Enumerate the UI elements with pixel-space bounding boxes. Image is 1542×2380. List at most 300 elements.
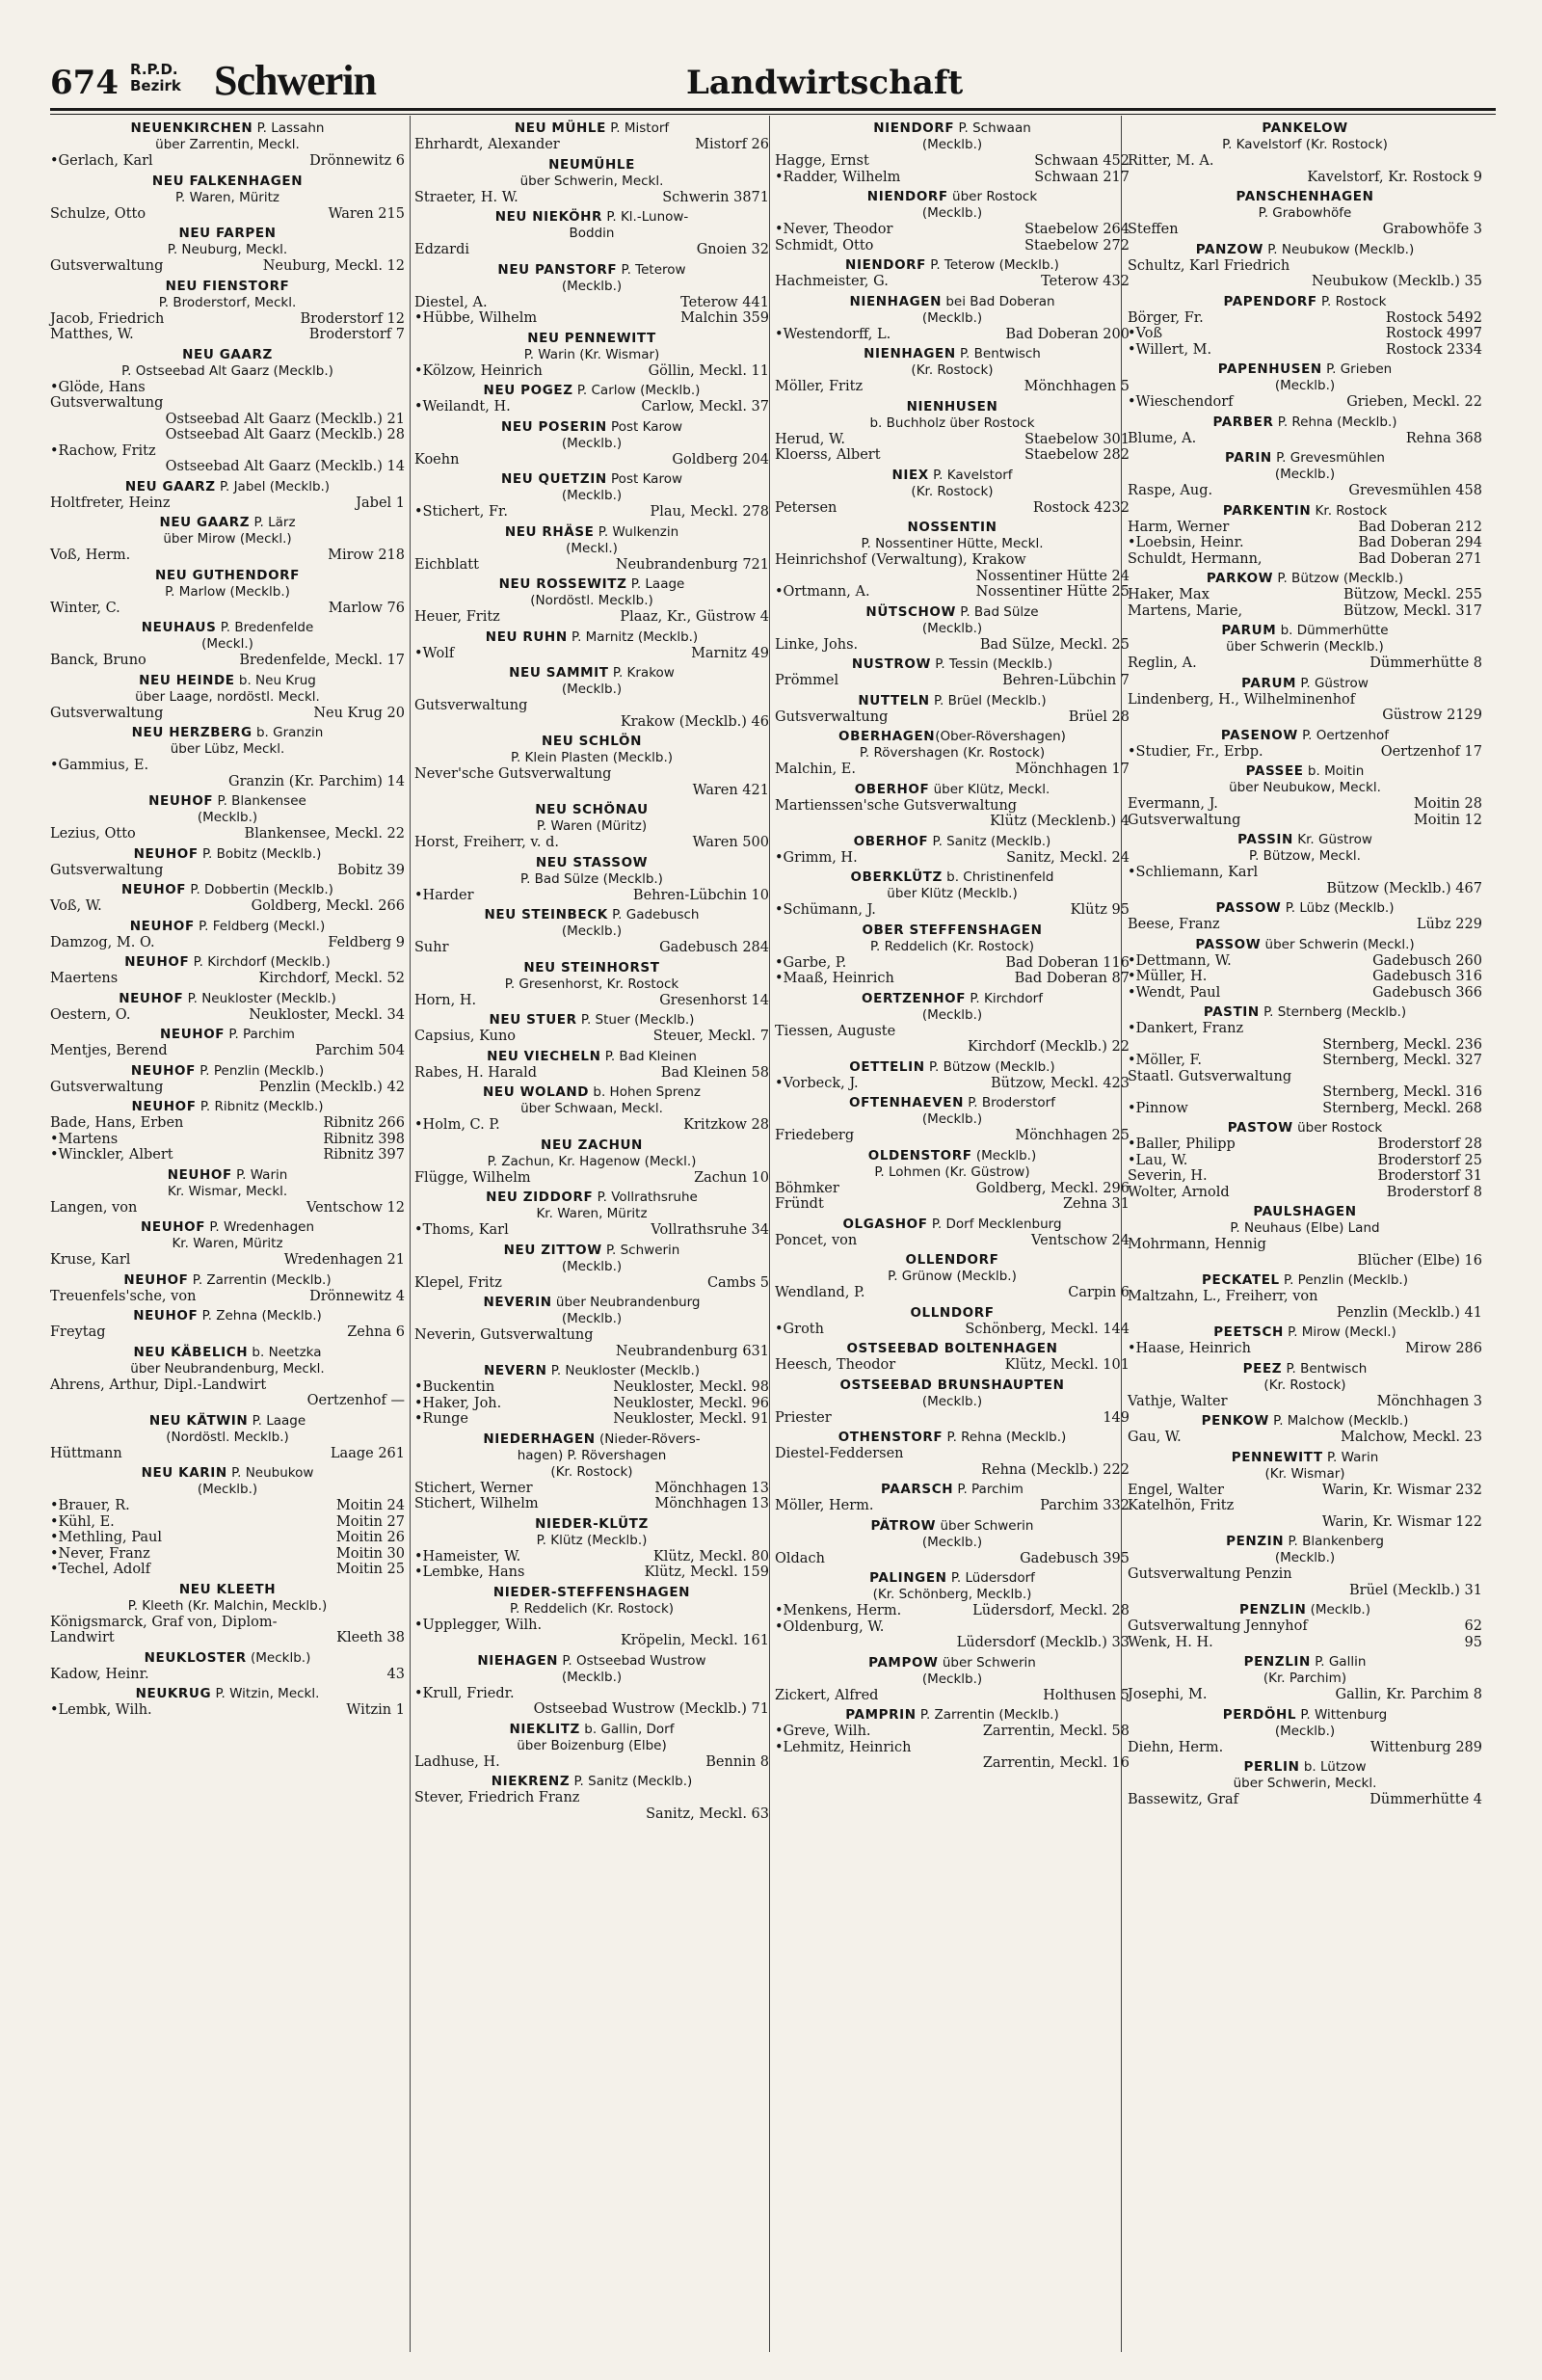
- entry-heading: [1128, 832, 1482, 865]
- resident-row: [775, 1024, 1130, 1040]
- resident-name: Diestel-Feddersen: [775, 1446, 904, 1461]
- postal-info: P. Zehna (Mecklb.): [198, 1308, 322, 1324]
- resident-row: [1128, 1483, 1482, 1499]
- place-name: NEU HEINDE: [139, 672, 235, 688]
- resident-name: •Dankert, Franz: [1128, 1021, 1244, 1036]
- resident-phone: Staebelow 264: [1024, 222, 1130, 237]
- resident-row: [775, 850, 1130, 867]
- postal-info: P. Blankensee (Mecklb.): [197, 793, 306, 825]
- entry-heading: [775, 1518, 1130, 1551]
- directory-entry: [1128, 1324, 1482, 1357]
- resident-row: [775, 1076, 1130, 1092]
- resident-row: [1128, 170, 1482, 186]
- place-name: NOSSENTIN: [907, 520, 997, 535]
- entry-heading: [775, 1430, 1130, 1446]
- resident-name: •Grimm, H.: [775, 849, 858, 866]
- place-name: NIENHAGEN: [864, 346, 956, 361]
- resident-phone: Lüdersdorf, Meckl. 28: [972, 1603, 1130, 1618]
- entry-heading: [50, 1219, 405, 1252]
- resident-row: [1128, 813, 1482, 829]
- resident-name: Malchin, E.: [775, 762, 856, 777]
- entry-heading: [414, 157, 769, 190]
- place-name: NEUHOF: [121, 882, 187, 897]
- resident-phone: 43: [386, 1666, 405, 1682]
- directory-entry: [775, 1341, 1130, 1374]
- resident-row: [1128, 1394, 1482, 1410]
- directory-entry: [1128, 623, 1482, 672]
- place-name: NEU GUTHENDORF: [155, 567, 300, 583]
- directory-entry: [50, 226, 405, 275]
- resident-name: Banck, Bruno: [50, 653, 146, 668]
- resident-row: [1128, 1153, 1482, 1169]
- directory-entry: [414, 1431, 769, 1512]
- entry-heading: [1128, 728, 1482, 744]
- resident-row: [50, 653, 405, 669]
- header-rule-thin: [50, 114, 1496, 115]
- place-name: NIENHUSEN: [906, 398, 998, 414]
- directory-entry: [50, 515, 405, 564]
- entry-heading: [414, 1363, 769, 1379]
- place-name: NEU KÄBELICH: [133, 1344, 249, 1360]
- resident-name: Voß, W.: [50, 898, 102, 914]
- resident-row: [1128, 1237, 1482, 1253]
- resident-phone: Ventschow 12: [306, 1199, 405, 1216]
- resident-name: Oestern, O.: [50, 1006, 131, 1023]
- entry-heading: [775, 1707, 1130, 1724]
- entry-heading: [50, 279, 405, 311]
- place-name: PANKELOW: [1262, 120, 1348, 136]
- directory-entry: [414, 907, 769, 956]
- resident-row: [50, 548, 405, 564]
- place-name: NEU QUETZIN: [500, 471, 607, 487]
- postal-info: P. Penzlin (Mecklb.): [195, 1062, 325, 1079]
- resident-row: [1128, 222, 1482, 238]
- resident-phone: Schwaan 217: [1034, 169, 1130, 185]
- resident-phone: Ostseebad Wustrow (Mecklb.) 71: [533, 1701, 769, 1717]
- resident-name: Raspe, Aug.: [1128, 483, 1213, 498]
- postal-info: b. Hohen Sprenz über Schwaan, Meckl.: [520, 1084, 701, 1116]
- directory-entry: [50, 1465, 405, 1578]
- resident-row: [775, 1285, 1130, 1301]
- place-name: NEUMÜHLE: [548, 156, 635, 173]
- resident-row: [1128, 1514, 1482, 1531]
- resident-row: [414, 1344, 769, 1360]
- resident-row: [775, 902, 1130, 919]
- resident-row: [50, 1498, 405, 1514]
- entry-heading: [414, 471, 769, 504]
- entry-heading: [50, 991, 405, 1007]
- resident-phone: Broderstorf 7: [308, 327, 405, 342]
- resident-row: [775, 447, 1130, 464]
- directory-entry: [775, 729, 1130, 778]
- resident-row: [1128, 1084, 1482, 1101]
- entry-heading: [50, 1650, 405, 1667]
- resident-phone: Neubrandenburg 631: [615, 1343, 769, 1359]
- place-name: OSTSEEBAD BRUNSHAUPTEN: [839, 1377, 1065, 1393]
- resident-name: •Westendorff, L.: [775, 326, 891, 342]
- directory-entry: [414, 331, 769, 380]
- resident-phone: Zehna 31: [1062, 1196, 1130, 1212]
- resident-row: [1128, 153, 1482, 170]
- resident-phone: Bützow, Meckl. 423: [991, 1075, 1130, 1091]
- place-name: NIEDERHAGEN: [483, 1431, 596, 1447]
- directory-entry: [414, 1012, 769, 1045]
- resident-row: [1128, 953, 1482, 970]
- entry-heading: [1128, 1272, 1482, 1289]
- postal-info: P. Malchow (Mecklb.): [1268, 1413, 1409, 1429]
- postal-info: b. Lützow über Schwerin, Meckl.: [1233, 1759, 1377, 1791]
- resident-name: •Ortmann, A.: [775, 584, 870, 600]
- entry-heading: [50, 1167, 405, 1200]
- entry-heading: [775, 782, 1130, 798]
- resident-row: [50, 258, 405, 275]
- directory-entry: [414, 262, 769, 327]
- directory-entry: [50, 1027, 405, 1059]
- resident-phone: Witzin 1: [346, 1702, 405, 1718]
- resident-name: Diestel, A.: [414, 294, 488, 310]
- entry-heading: [775, 834, 1130, 850]
- entry-heading: [775, 604, 1130, 637]
- postal-info: P. Teterow (Mecklb.): [926, 257, 1059, 273]
- directory-entry: [50, 1345, 405, 1409]
- resident-name: Gutsverwaltung: [1128, 812, 1241, 828]
- directory-entry: [50, 479, 405, 512]
- resident-phone: Mönchhagen 13: [654, 1480, 769, 1496]
- resident-name: Börger, Fr.: [1128, 309, 1204, 326]
- directory-entry: [50, 347, 405, 475]
- directory-entry: [1128, 1602, 1482, 1650]
- place-name: PEETSCH: [1213, 1324, 1284, 1340]
- resident-row: [50, 1115, 405, 1132]
- entry-heading: [775, 1482, 1130, 1498]
- resident-phone: Cambs 5: [706, 1274, 769, 1291]
- resident-phone: Kirchdorf (Mecklb.) 22: [967, 1039, 1130, 1055]
- directory-entry: [50, 1686, 405, 1719]
- resident-phone: Bobitz 39: [337, 862, 405, 878]
- resident-name: •Menkens, Herm.: [775, 1603, 902, 1618]
- resident-phone: Klütz, Meckl. 101: [1004, 1357, 1130, 1373]
- resident-name: Klepel, Fritz: [414, 1274, 502, 1291]
- resident-row: [50, 206, 405, 223]
- postal-info: P. Warin Kr. Wismar, Meckl.: [167, 1166, 288, 1199]
- resident-name: Lindenberg, H., Wilhelminenhof: [1128, 691, 1356, 708]
- resident-phone: Mönchhagen 13: [654, 1496, 769, 1511]
- resident-phone: 149: [1103, 1409, 1130, 1426]
- resident-row: [414, 310, 769, 327]
- postal-info: P. Teterow (Mecklb.): [561, 261, 686, 294]
- resident-phone: Blankensee, Meckl. 22: [244, 826, 405, 842]
- entry-heading: [775, 729, 1130, 762]
- postal-info: P. Warin (Kr. Wismar): [523, 346, 660, 362]
- directory-entry: [50, 174, 405, 223]
- resident-phone: Ventschow 24: [1031, 1232, 1130, 1248]
- resident-phone: Mistorf 26: [695, 137, 769, 152]
- resident-row: [414, 1549, 769, 1565]
- resident-row: [414, 1790, 769, 1806]
- resident-row: [775, 814, 1130, 830]
- resident-row: [1128, 692, 1482, 709]
- resident-name: Hüttmann: [50, 1445, 122, 1461]
- resident-row: [50, 1043, 405, 1059]
- resident-row: [775, 1181, 1130, 1197]
- directory-entry: [414, 855, 769, 904]
- postal-info: P. Grabowhöfe: [1258, 205, 1352, 221]
- postal-info: P. Gresenhorst, Kr. Rostock: [504, 976, 679, 992]
- resident-name: •Voß: [1128, 326, 1163, 341]
- place-name: OLLNDORF: [910, 1304, 995, 1321]
- resident-name: •Upplegger, Wilh.: [414, 1617, 543, 1633]
- resident-phone: Gresenhorst 14: [659, 992, 769, 1008]
- directory-entry: [1128, 900, 1482, 933]
- resident-name: Hachmeister, G.: [775, 274, 889, 289]
- resident-name: •Baller, Philipp: [1128, 1137, 1236, 1152]
- resident-row: [775, 153, 1130, 170]
- resident-phone: Krakow (Mecklb.) 46: [620, 713, 769, 730]
- resident-name: •Vorbeck, J.: [775, 1075, 859, 1091]
- entry-heading: [1128, 900, 1482, 917]
- place-name: PASTOW: [1227, 1120, 1293, 1136]
- postal-info: b. Neetzka über Neubrandenburg, Meckl.: [130, 1344, 325, 1377]
- place-name: PAMPOW: [868, 1654, 939, 1671]
- resident-name: Evermann, J.: [1128, 796, 1218, 812]
- resident-row: [775, 1755, 1130, 1772]
- resident-name: Capsius, Kuno: [414, 1029, 517, 1044]
- postal-info: P. Lübz (Mecklb.): [1281, 900, 1395, 916]
- resident-name: Gutsverwaltung: [50, 1079, 164, 1095]
- postal-info: P. Sanitz (Mecklb.): [570, 1774, 693, 1789]
- resident-name: Reglin, A.: [1128, 655, 1197, 671]
- resident-phone: Gnoien 32: [696, 242, 769, 257]
- postal-info: P. Ostseebad Alt Gaarz (Mecklb.): [121, 362, 333, 379]
- resident-phone: Mönchhagen 3: [1376, 1393, 1482, 1409]
- resident-phone: Bad Kleinen 58: [660, 1064, 769, 1081]
- resident-phone: Blücher (Elbe) 16: [1357, 1252, 1482, 1269]
- postal-info: P. Güstrow: [1296, 675, 1369, 691]
- resident-phone: Marlow 76: [328, 600, 405, 616]
- resident-row: [50, 1200, 405, 1217]
- resident-row: [1128, 744, 1482, 761]
- resident-phone: Drönnewitz 4: [309, 1288, 405, 1304]
- resident-name: Heesch, Theodor: [775, 1357, 896, 1373]
- place-name: NEU FARPEN: [178, 226, 277, 241]
- entry-heading: [775, 1059, 1130, 1076]
- resident-name: •Thoms, Karl: [414, 1222, 509, 1238]
- postal-info: Kr. Güstrow P. Bützow, Meckl.: [1249, 832, 1372, 864]
- place-name: NEUHOF: [148, 793, 214, 809]
- entry-heading: [50, 1063, 405, 1080]
- postal-info: (Nieder-Rövers- hagen) P. Rövershagen (Kr. Rostock): [517, 1431, 701, 1480]
- resident-row: [1128, 655, 1482, 672]
- resident-phone: Bützow, Meckl. 317: [1343, 602, 1482, 619]
- resident-name: Freytag: [50, 1324, 106, 1340]
- resident-name: •Gammius, E.: [50, 758, 149, 773]
- postal-info: P. Ribnitz (Mecklb.): [196, 1099, 324, 1114]
- postal-info: P. Parchim: [953, 1482, 1024, 1497]
- place-name: NIEKLITZ: [509, 1721, 580, 1737]
- postal-info: P. Sternberg (Mecklb.): [1259, 1004, 1407, 1020]
- directory-entry: [414, 576, 769, 626]
- resident-row: [775, 1498, 1130, 1514]
- postal-info: P. Gadebusch (Mecklb.): [561, 907, 700, 939]
- postal-info: P. Grevesmühlen (Mecklb.): [1274, 450, 1385, 482]
- resident-row: [414, 1170, 769, 1187]
- entry-heading: [414, 419, 769, 452]
- resident-row: [50, 427, 405, 443]
- resident-row: [50, 1147, 405, 1163]
- resident-name: Kloerss, Albert: [775, 447, 881, 463]
- resident-name: Bade, Hans, Erben: [50, 1115, 184, 1131]
- resident-name: Koehn: [414, 451, 460, 468]
- directory-entry: [1128, 1450, 1482, 1531]
- resident-row: [1128, 985, 1482, 1002]
- resident-name: Gutsverwaltung: [414, 698, 528, 713]
- resident-row: [775, 1619, 1130, 1636]
- place-name: PASSOW: [1215, 900, 1282, 916]
- resident-row: [775, 552, 1130, 569]
- place-name: PALINGEN: [869, 1570, 947, 1586]
- resident-row: [1128, 1740, 1482, 1756]
- resident-phone: Steuer, Meckl. 7: [652, 1029, 769, 1044]
- place-name: NEU ZITTOW: [503, 1242, 602, 1258]
- resident-name: •Lehmitz, Heinrich: [775, 1739, 912, 1755]
- resident-phone: Moitin 30: [335, 1545, 405, 1562]
- directory-entry: [775, 834, 1130, 867]
- resident-phone: Schwerin 3871: [662, 189, 769, 205]
- resident-row: [414, 1065, 769, 1082]
- place-name: NEUHOF: [160, 1027, 226, 1042]
- resident-phone: Schönberg, Meckl. 144: [965, 1321, 1130, 1337]
- entry-heading: [1128, 937, 1482, 953]
- resident-row: [775, 1322, 1130, 1338]
- postal-info: P. Blankenberg (Mecklb.): [1274, 1534, 1384, 1565]
- resident-name: •Willert, M.: [1128, 341, 1212, 358]
- resident-row: [50, 898, 405, 915]
- resident-row: [50, 863, 405, 879]
- resident-name: •Wieschendorf: [1128, 394, 1234, 410]
- directory-entry: [1128, 361, 1482, 411]
- directory-entry: [775, 923, 1130, 987]
- resident-name: Schultz, Karl Friedrich: [1128, 257, 1290, 274]
- resident-row: [1128, 587, 1482, 603]
- place-name: PENKOW: [1201, 1413, 1269, 1429]
- resident-phone: Mönchhagen 5: [1024, 379, 1130, 394]
- entry-heading: [775, 1148, 1130, 1181]
- entry-heading: [50, 1413, 405, 1446]
- resident-phone: Ostseebad Alt Gaarz (Mecklb.) 28: [165, 427, 405, 442]
- resident-row: [414, 835, 769, 851]
- directory-entry: [50, 954, 405, 987]
- resident-row: [414, 399, 769, 415]
- resident-name: Mentjes, Berend: [50, 1043, 168, 1058]
- directory-entry: [1128, 120, 1482, 185]
- resident-row: [1128, 1792, 1482, 1808]
- resident-row: [50, 1289, 405, 1305]
- resident-name: Staatl. Gutsverwaltung: [1128, 1068, 1292, 1084]
- postal-info: P. Parchim: [225, 1027, 295, 1042]
- resident-row: [775, 673, 1130, 689]
- resident-row: [414, 646, 769, 662]
- place-name: NIENHAGEN: [849, 293, 943, 309]
- resident-phone: Schwaan 452: [1034, 153, 1130, 169]
- entry-heading: [414, 1137, 769, 1170]
- entry-heading: [414, 576, 769, 609]
- entry-heading: [775, 189, 1130, 222]
- resident-name: •Radder, Wilhelm: [775, 169, 901, 185]
- directory-entry: [414, 1363, 769, 1428]
- resident-row: [414, 1754, 769, 1771]
- place-name: NEU NIEKÖHR: [494, 209, 603, 225]
- resident-name: •Weilandt, H.: [414, 399, 511, 414]
- entry-heading: [1128, 623, 1482, 655]
- postal-info: P. Zarrentin (Mecklb.): [916, 1707, 1059, 1723]
- place-name: NEUHOF: [119, 990, 184, 1006]
- postal-info: P. Feldberg (Meckl.): [194, 918, 326, 934]
- entry-heading: [50, 120, 405, 153]
- directory-entry: [775, 189, 1130, 254]
- entry-heading: [414, 1295, 769, 1327]
- resident-row: [414, 363, 769, 380]
- place-name: OBERKLÜTZ: [850, 869, 943, 885]
- resident-row: [414, 888, 769, 904]
- resident-row: [775, 222, 1130, 238]
- entry-heading: [1128, 1707, 1482, 1740]
- postal-info: P. Wredenhagen Kr. Waren, Müritz: [172, 1219, 314, 1251]
- resident-phone: Staebelow 301: [1024, 431, 1130, 447]
- resident-row: [50, 971, 405, 987]
- resident-name: Blume, A.: [1128, 430, 1197, 446]
- resident-row: [775, 1462, 1130, 1479]
- entry-heading: [414, 209, 769, 242]
- resident-name: Prömmel: [775, 673, 839, 688]
- directory-entry: [50, 1167, 405, 1217]
- directory-entry: [775, 656, 1130, 689]
- resident-row: [414, 1806, 769, 1823]
- resident-row: [50, 1132, 405, 1148]
- resident-phone: Ribnitz 398: [323, 1131, 405, 1147]
- resident-phone: Zehna 6: [347, 1324, 405, 1340]
- resident-name: •Never, Theodor: [775, 222, 893, 237]
- entry-heading: [50, 1099, 405, 1115]
- entry-heading: [775, 1095, 1130, 1128]
- resident-row: [50, 412, 405, 428]
- entry-heading: [414, 1774, 769, 1790]
- directory-entry: [1128, 571, 1482, 619]
- resident-name: Gutsverwaltung: [50, 258, 164, 274]
- postal-info: P. Waren (Müritz): [536, 818, 648, 834]
- postal-info: P. Kirchdorf (Mecklb.): [921, 990, 1043, 1023]
- directory-column-1: [50, 120, 405, 1723]
- resident-name: Herud, W.: [775, 431, 845, 447]
- place-name: OLDENSTORF: [867, 1147, 972, 1163]
- resident-name: Maltzahn, L., Freiherr, von: [1128, 1289, 1318, 1304]
- postal-info: Post Karow (Mecklb.): [561, 471, 683, 503]
- resident-name: •Müller, H.: [1128, 969, 1208, 984]
- directory-entry: [50, 725, 405, 789]
- entry-heading: [1128, 120, 1482, 153]
- resident-row: [414, 1396, 769, 1412]
- entry-heading: [414, 262, 769, 295]
- place-name: NEU ROSSEWITZ: [498, 576, 627, 592]
- resident-name: Gau, W.: [1128, 1430, 1182, 1445]
- entry-heading: [50, 673, 405, 706]
- place-name: NEU SAMMIT: [509, 665, 609, 681]
- resident-phone: Warin, Kr. Wismar 122: [1321, 1513, 1482, 1530]
- resident-phone: Bennin 8: [705, 1753, 769, 1770]
- resident-row: [50, 1546, 405, 1563]
- entry-heading: [1128, 1654, 1482, 1687]
- resident-phone: Warin, Kr. Wismar 232: [1321, 1482, 1482, 1498]
- place-name: PEEZ: [1242, 1360, 1283, 1377]
